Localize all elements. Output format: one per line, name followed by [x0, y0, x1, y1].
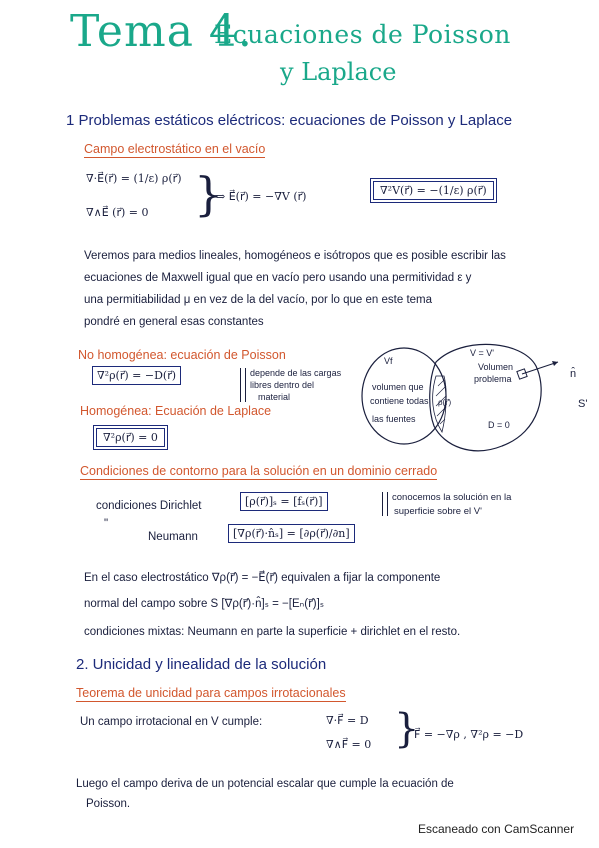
conclusion-line: Poisson. — [86, 798, 131, 810]
diagram-right-text: problema — [474, 374, 512, 384]
irrotational-line: Un campo irrotacional en V cumple: — [80, 716, 263, 728]
poisson-equation-box: ∇²ρ(r⃗) = −D(r⃗) — [92, 366, 181, 385]
diagram-surface-label: S' — [578, 398, 588, 410]
contorno-heading: Condiciones de contorno para la solución en un dominio cerrado — [80, 464, 438, 478]
diagram-left-text: contiene todas — [370, 396, 429, 406]
section-1-subheading: Campo electrostático en el vacío — [84, 142, 266, 156]
dirichlet-note: conocemos la solución en la — [392, 492, 512, 503]
conclusion-line: Luego el campo deriva de un potencial escalar que cumple la ecuación de — [76, 778, 454, 790]
diagram-vf-label: Vf — [384, 356, 393, 366]
condiciones-mixtas: condiciones mixtas: Neumann en parte la superficie + dirichlet en el resto. — [84, 626, 461, 638]
equation-divergence: ∇·E⃗(r⃗) = (1/ε) ρ(r⃗) — [86, 172, 182, 185]
no-homogenea-label: No homogénea: ecuación de Poisson — [78, 348, 286, 362]
diagram-left-text: volumen que — [372, 382, 424, 392]
scanner-watermark: Escaneado con CamScanner — [418, 822, 575, 836]
note-marker — [240, 368, 246, 402]
no-homogenea-note: depende de las cargas — [250, 368, 342, 378]
section-2-subheading: Teorema de unicidad para campos irrotacionales — [76, 686, 346, 700]
section-2-curl: ∇∧F⃗ = 0 — [326, 738, 372, 751]
equation-curl: ∇∧E⃗ (r⃗) = 0 — [86, 206, 149, 219]
section-1-heading: 1 Problemas estáticos eléctricos: ecuaciones de Poisson y Laplace — [66, 112, 513, 129]
electrostatic-line: En el caso electrostático ∇ρ(r⃗) = −E⃗(r⃗) equivalen a fijar la componente — [84, 572, 441, 584]
neumann-label: Neumann — [148, 531, 198, 543]
diagram-v-label: V = V' — [470, 348, 494, 358]
paragraph-line: Veremos para medios lineales, homogéneos e isótropos que es posible escribir las — [84, 250, 506, 262]
equation-gradient: ⇒ E⃗(r⃗) = −∇V (r⃗) — [216, 190, 307, 203]
paragraph-line: una permitiabilidad μ en vez de la del vacío, por lo que en este tema — [84, 294, 433, 306]
homogenea-label: Homogénea: Ecuación de Laplace — [80, 404, 272, 418]
paragraph-line: ecuaciones de Maxwell igual que en vacío pero usando una permitividad ε y — [84, 272, 472, 284]
brace-icon: } — [194, 167, 224, 221]
equation-poisson-boxed: ∇²V(r⃗) = −(1/ε) ρ(r⃗) — [373, 181, 494, 200]
laplace-equation-box: ∇²ρ(r⃗) = 0 — [96, 428, 165, 447]
no-homogenea-note: material — [258, 392, 291, 402]
neumann-equation-box: [∇ρ(r⃗)·n̂ₛ] = [∂ρ(r⃗)/∂n] — [228, 524, 355, 543]
diagram-right-text: Volumen — [478, 362, 514, 372]
page-title: Ecuaciones de Poisson — [214, 20, 511, 49]
paragraph-line: pondré en general esas constantes — [84, 316, 264, 328]
note-marker — [382, 492, 388, 516]
section-2-divergence: ∇·F⃗ = D — [326, 714, 369, 727]
no-homogenea-note: libres dentro del — [250, 380, 315, 390]
section-2-heading: 2. Unicidad y linealidad de la solución — [76, 656, 327, 673]
tema-number: Tema 4. — [70, 6, 253, 57]
diagram-overlap-label: ρ(r⃗) — [438, 398, 452, 407]
electrostatic-line: normal del campo sobre S [∇ρ(r⃗)·n̂]ₛ = −[Eₙ(r⃗)]ₛ — [84, 598, 325, 610]
diagram-left-text: las fuentes — [372, 414, 416, 424]
dirichlet-label: condiciones Dirichlet — [96, 500, 202, 512]
normal-arrow-icon — [522, 362, 558, 374]
page-title-line2: y Laplace — [280, 58, 397, 86]
brace-icon: } — [394, 706, 420, 752]
diagram-d-label: D = 0 — [488, 420, 510, 430]
ditto-mark: " — [104, 518, 109, 530]
dirichlet-note: superficie sobre el V' — [394, 506, 482, 517]
section-2-result: F⃗ = −∇ρ , ∇²ρ = −D — [414, 728, 524, 741]
dirichlet-equation-box: [ρ(r⃗)]ₛ = [fₛ(r⃗)] — [240, 492, 328, 511]
diagram-normal-label: n̂ — [570, 368, 577, 380]
